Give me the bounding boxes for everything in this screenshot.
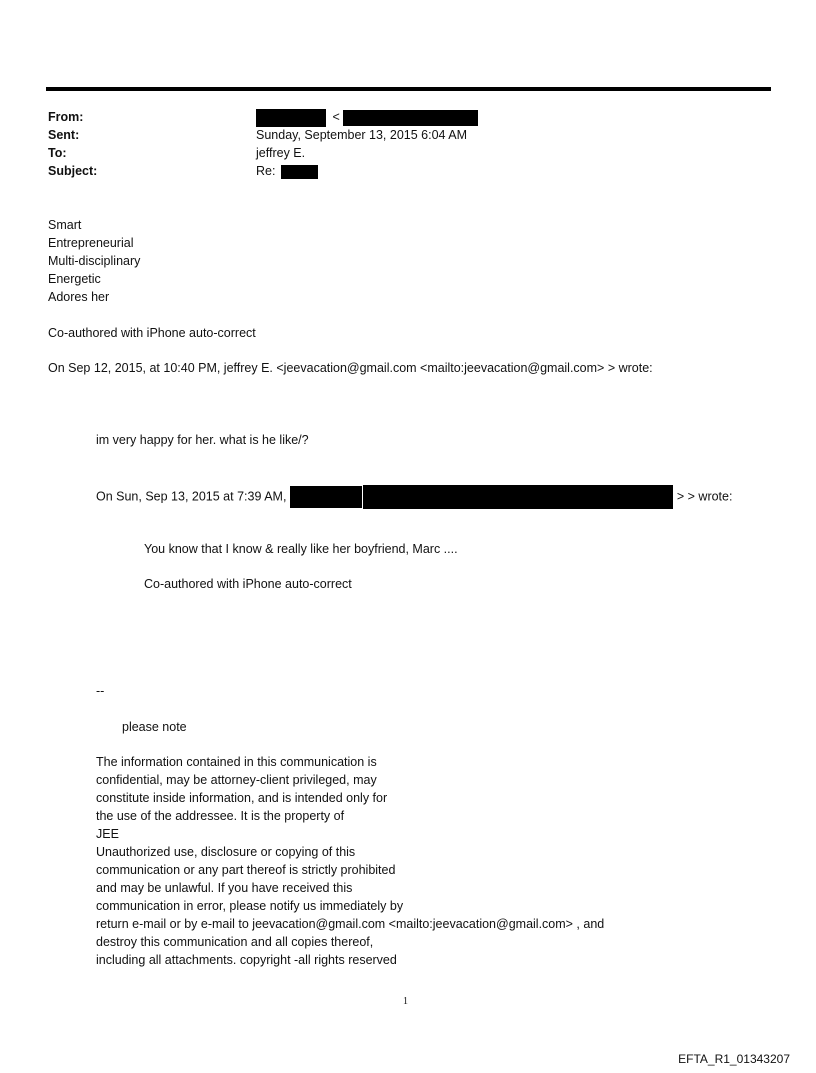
- separator: --: [96, 684, 105, 698]
- body-line: Adores her: [48, 290, 110, 304]
- please-note: please note: [122, 720, 187, 734]
- page-number: 1: [403, 996, 408, 1007]
- subject-label: Subject:: [48, 164, 98, 178]
- subject-prefix: Re:: [256, 164, 276, 178]
- redaction-box: [281, 165, 318, 179]
- header-rule: [46, 87, 771, 91]
- redaction-box: [363, 485, 673, 509]
- disclaimer-line: JEE: [96, 827, 119, 841]
- quote1-header: On Sep 12, 2015, at 10:40 PM, jeffrey E. <jeevacation@gmail.com <mailto:jeevacation@gmail.com> > wrote:: [48, 361, 653, 375]
- disclaimer-line: destroy this communication and all copies thereof,: [96, 935, 374, 949]
- from-value: [256, 108, 478, 127]
- disclaimer-line: The information contained in this communication is: [96, 755, 377, 769]
- from-label: From:: [48, 110, 84, 124]
- redaction-box: [256, 109, 326, 127]
- to-value: jeffrey E.: [256, 146, 306, 160]
- disclaimer-line: Unauthorized use, disclosure or copying of this: [96, 845, 356, 859]
- subject-value: [256, 162, 318, 180]
- body-line: Multi-disciplinary: [48, 254, 141, 268]
- quote1-text: im very happy for her. what is he like/?: [96, 433, 309, 447]
- sent-label: Sent:: [48, 128, 80, 142]
- quote2-header-suffix: > > wrote:: [676, 489, 733, 504]
- quote2-signature: Co-authored with iPhone auto-correct: [144, 577, 352, 591]
- redaction-box: [290, 486, 362, 508]
- disclaimer-line: and may be unlawful. If you have received this: [96, 881, 353, 895]
- from-angle: <: [332, 110, 340, 124]
- disclaimer-line: communication or any part thereof is strictly prohibited: [96, 863, 396, 877]
- disclaimer-line: the use of the addressee. It is the property of: [96, 809, 345, 823]
- quote2-header: [96, 485, 732, 509]
- redaction-box: [343, 110, 478, 126]
- document-id: EFTA_R1_01343207: [678, 1052, 790, 1066]
- quote2-header-prefix: On Sun, Sep 13, 2015 at 7:39 AM,: [96, 489, 287, 504]
- quote2-text: You know that I know & really like her boyfriend, Marc ....: [144, 542, 458, 556]
- body-line: Entrepreneurial: [48, 236, 134, 250]
- disclaimer-line: confidential, may be attorney-client privileged, may: [96, 773, 377, 787]
- disclaimer-line: communication in error, please notify us immediately by: [96, 899, 404, 913]
- sent-value: Sunday, September 13, 2015 6:04 AM: [256, 128, 468, 142]
- to-label: To:: [48, 146, 67, 160]
- disclaimer-line: constitute inside information, and is intended only for: [96, 791, 388, 805]
- body-line: Energetic: [48, 272, 101, 286]
- disclaimer-line: return e-mail or by e-mail to jeevacation@gmail.com <mailto:jeevacation@gmail.com> , and: [96, 917, 605, 931]
- signature: Co-authored with iPhone auto-correct: [48, 326, 256, 340]
- body-line: Smart: [48, 218, 82, 232]
- disclaimer-line: including all attachments. copyright -all rights reserved: [96, 953, 397, 967]
